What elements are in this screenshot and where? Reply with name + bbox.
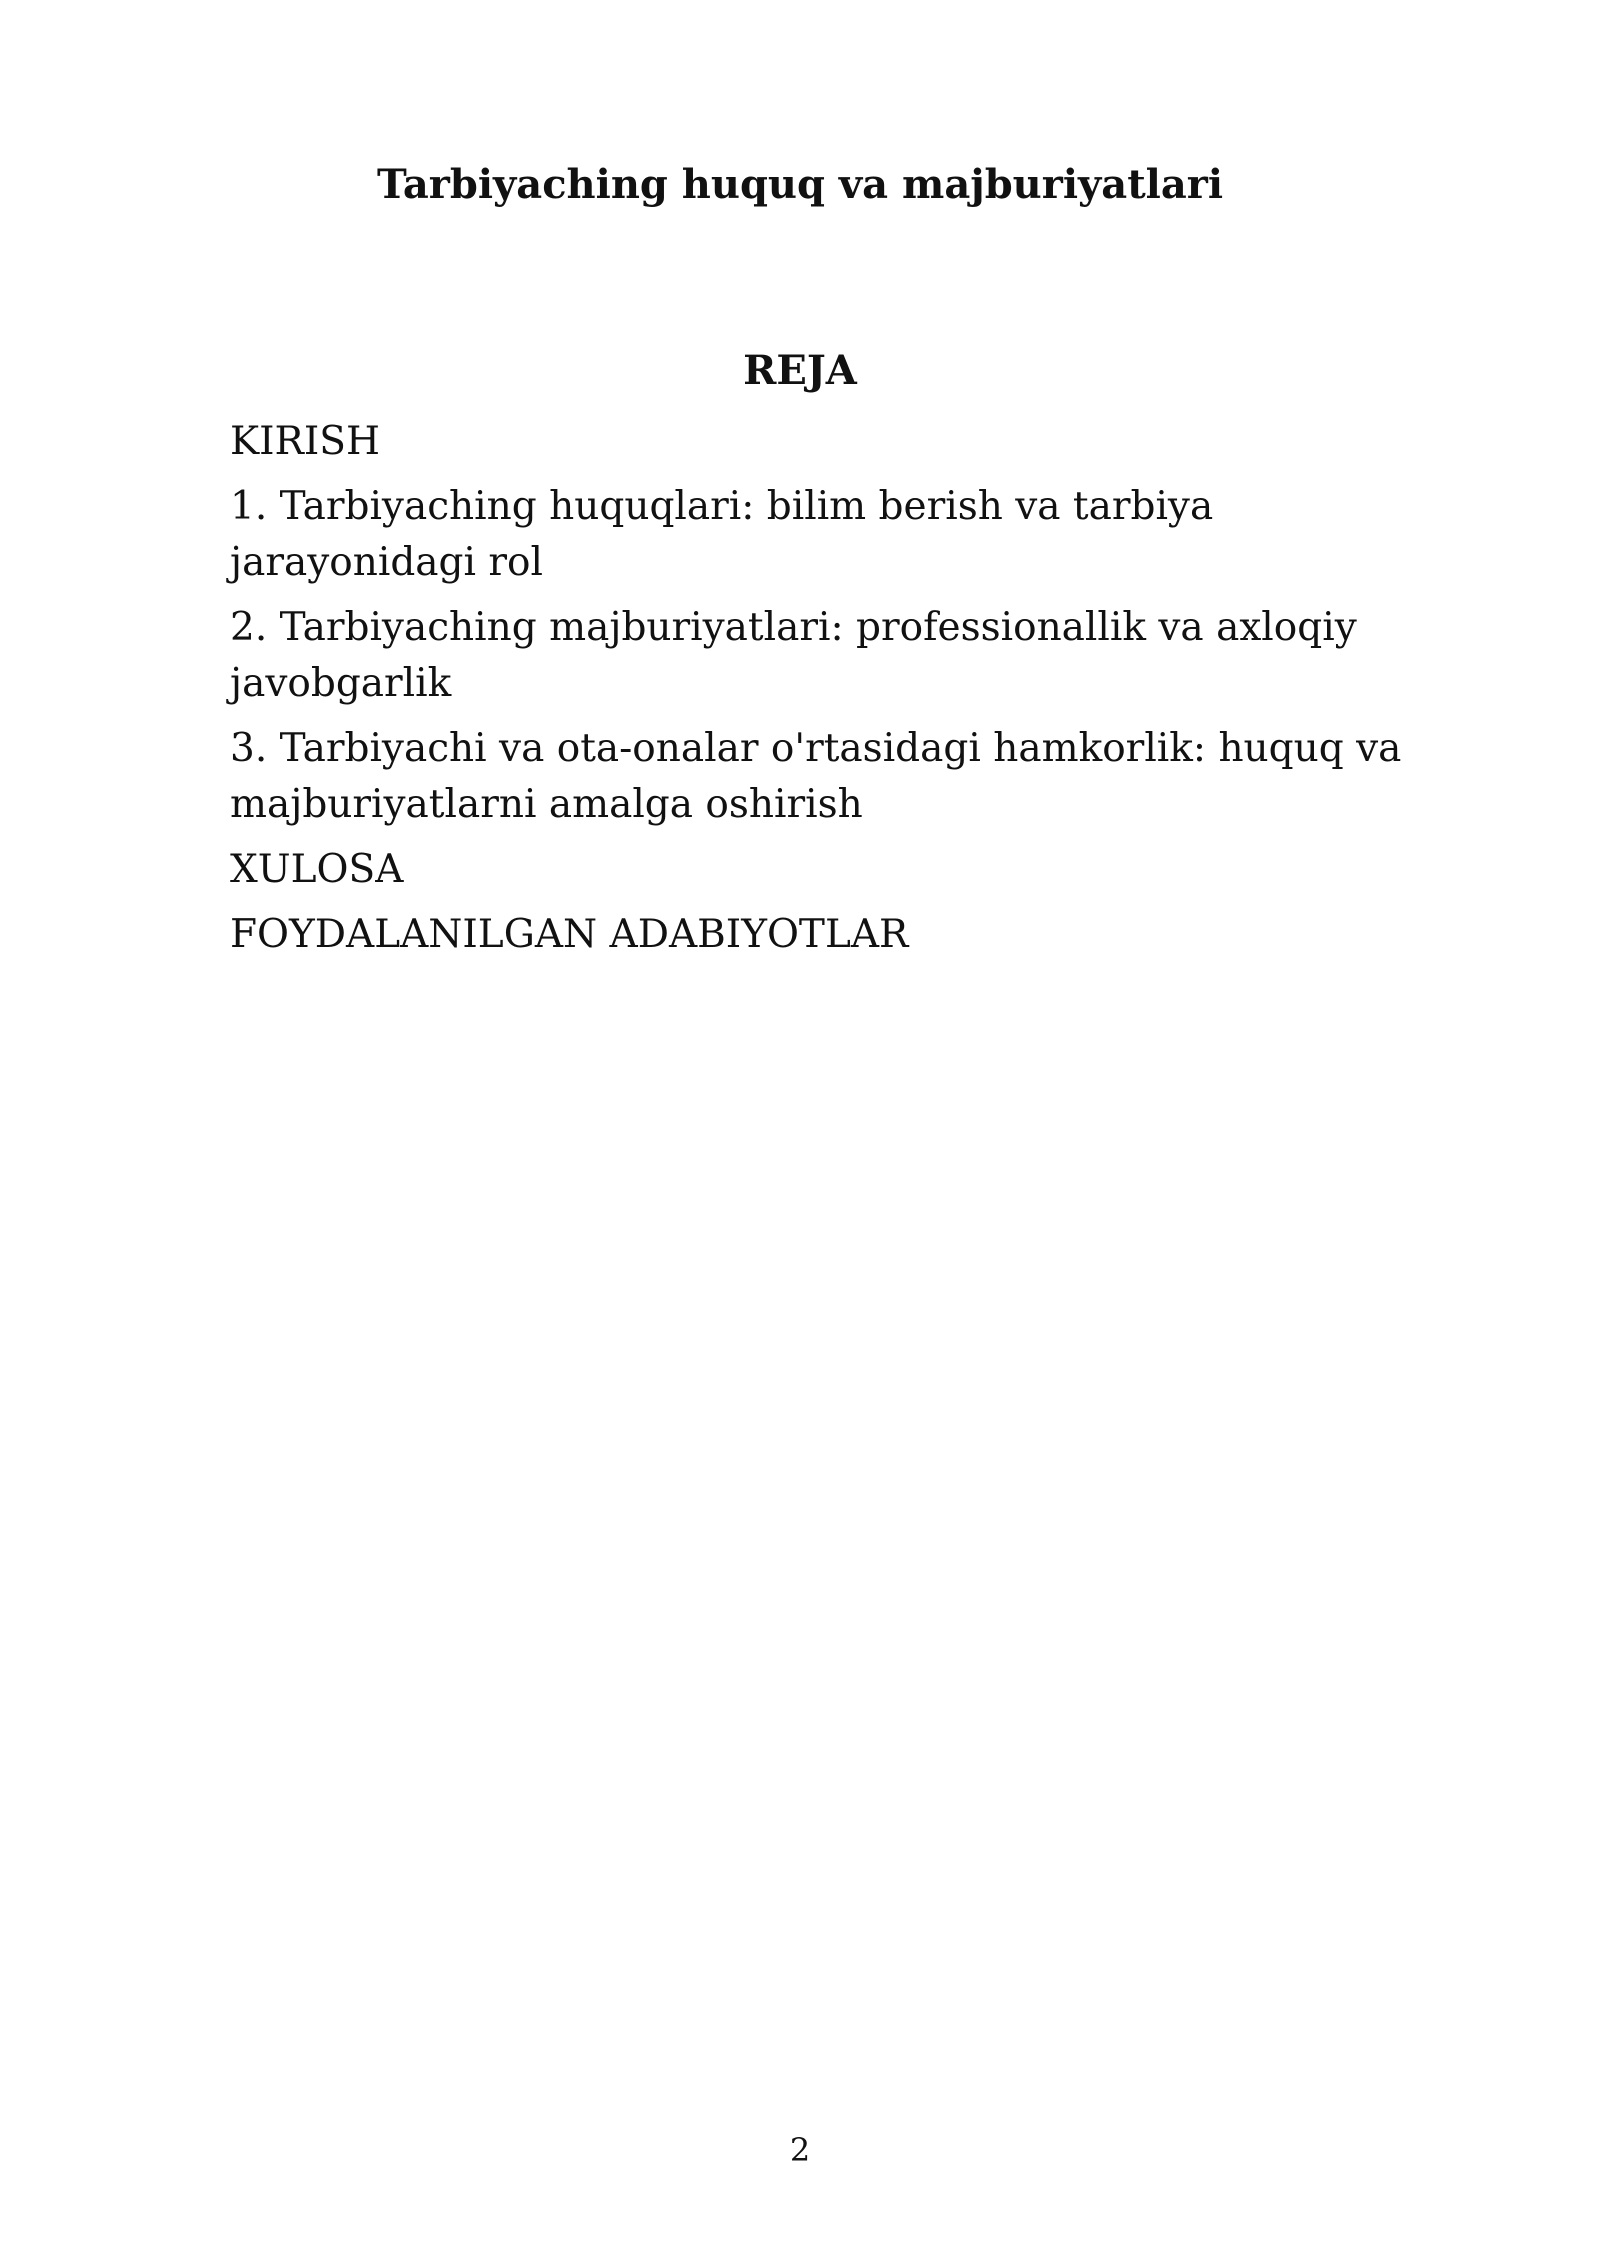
plan-item-2: 2. Tarbiyaching majburiyatlari: professionallik va axloqiy javobgarlik — [230, 605, 1357, 706]
plan-item-references: FOYDALANILGAN ADABIYOTLAR — [230, 912, 909, 957]
plan-list — [230, 414, 1460, 972]
plan-item-3: 3. Tarbiyachi va ota-onalar o'rtasidagi hamkorlik: huquq va majburiyatlarni amalga oshirish — [230, 726, 1402, 827]
plan-item-1: 1. Tarbiyaching huquqlari: bilim berish va tarbiya jarayonidagi rol — [230, 484, 1214, 585]
page-number: 2 — [789, 2131, 811, 2169]
plan-heading: REJA — [743, 347, 857, 394]
document-title: Tarbiyaching huquq va majburiyatlari — [376, 161, 1224, 208]
plan-item-introduction: KIRISH — [230, 419, 381, 464]
plan-item-conclusion: XULOSA — [230, 847, 404, 892]
